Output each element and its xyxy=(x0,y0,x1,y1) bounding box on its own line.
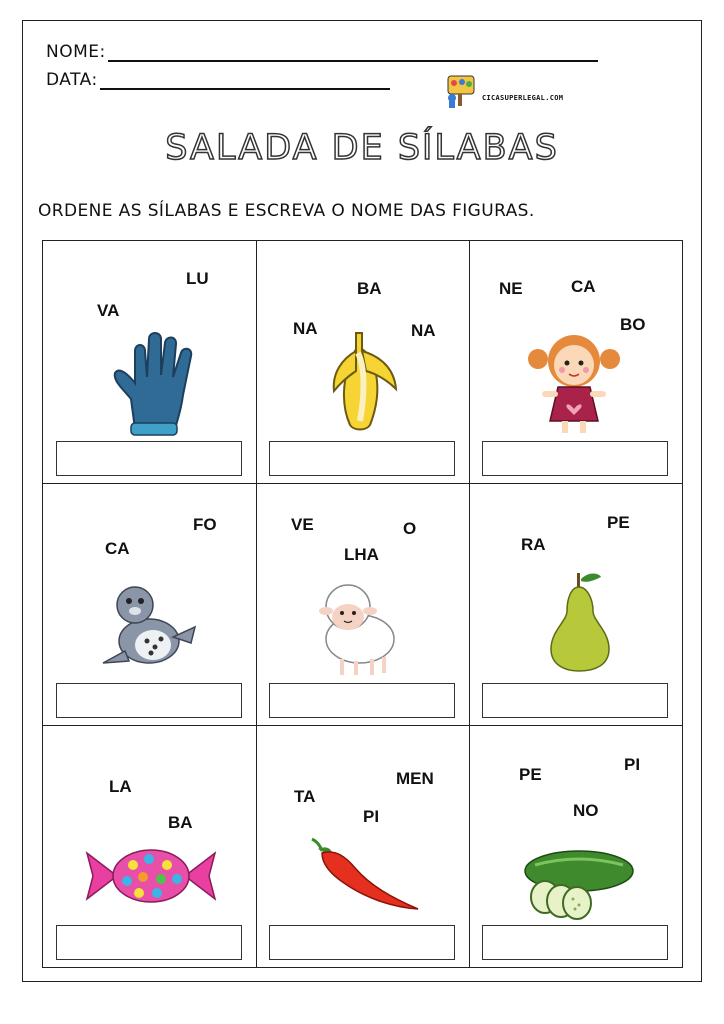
syllable: BA xyxy=(168,813,193,832)
syllable: TA xyxy=(294,787,316,806)
logo-text: CICASUPERLEGAL.COM xyxy=(482,94,564,102)
syllable: NA xyxy=(293,319,318,338)
syllable: BA xyxy=(357,279,382,298)
syllable: LHA xyxy=(344,545,379,564)
syllable: CA xyxy=(105,539,130,558)
syllable: PI xyxy=(624,755,641,774)
syllable: MEN xyxy=(396,769,434,788)
date-line[interactable] xyxy=(100,70,390,90)
syllable: LU xyxy=(186,269,209,288)
name-field[interactable] xyxy=(46,42,598,62)
syllable: NO xyxy=(573,801,599,820)
answer-box[interactable] xyxy=(482,925,668,960)
syllable: PI xyxy=(363,807,380,826)
syllable: VE xyxy=(291,515,314,534)
syllable: NA xyxy=(411,321,436,340)
cell-candy xyxy=(43,725,256,967)
answer-box[interactable] xyxy=(482,683,668,718)
cell-doll xyxy=(469,241,682,483)
syllable: NE xyxy=(499,279,523,298)
seal-icon xyxy=(99,577,203,677)
cell-cucumber xyxy=(469,725,682,967)
cell-banana xyxy=(256,241,469,483)
doll-icon xyxy=(524,331,624,435)
banana-icon xyxy=(326,329,406,435)
date-label: DATA: xyxy=(46,70,98,90)
pear-icon xyxy=(541,569,621,673)
syllable: RA xyxy=(521,535,546,554)
syllable: O xyxy=(403,519,417,538)
cell-pear xyxy=(469,483,682,725)
glove-icon xyxy=(105,329,205,437)
answer-box[interactable] xyxy=(56,925,242,960)
syllable: BO xyxy=(620,315,646,334)
answer-box[interactable] xyxy=(269,441,455,476)
cell-sheep xyxy=(256,483,469,725)
syllable: LA xyxy=(109,777,132,796)
answer-box[interactable] xyxy=(482,441,668,476)
sheep-icon xyxy=(312,583,402,679)
answer-box[interactable] xyxy=(56,441,242,476)
syllable: PE xyxy=(519,765,542,784)
syllable: PE xyxy=(607,513,630,532)
instruction-text: ORDENE AS SÍLABAS E ESCREVA O NOME DAS FIGURAS. xyxy=(38,201,535,221)
pepper-icon xyxy=(306,835,422,915)
site-logo xyxy=(444,74,614,108)
logo-icon xyxy=(444,74,614,108)
cell-pepper xyxy=(256,725,469,967)
cucumber-icon xyxy=(521,843,639,925)
name-label: NOME: xyxy=(46,42,106,62)
answer-box[interactable] xyxy=(56,683,242,718)
cell-seal xyxy=(43,483,256,725)
name-line[interactable] xyxy=(108,42,598,62)
syllable: FO xyxy=(193,515,217,534)
answer-box[interactable] xyxy=(269,925,455,960)
cell-glove xyxy=(43,241,256,483)
syllable-grid xyxy=(42,240,683,968)
date-field[interactable] xyxy=(46,70,390,90)
syllable: VA xyxy=(97,301,120,320)
candy-icon xyxy=(83,845,219,907)
answer-box[interactable] xyxy=(269,683,455,718)
page-title: SALADA DE SÍLABAS xyxy=(165,128,559,168)
syllable: CA xyxy=(571,277,596,296)
